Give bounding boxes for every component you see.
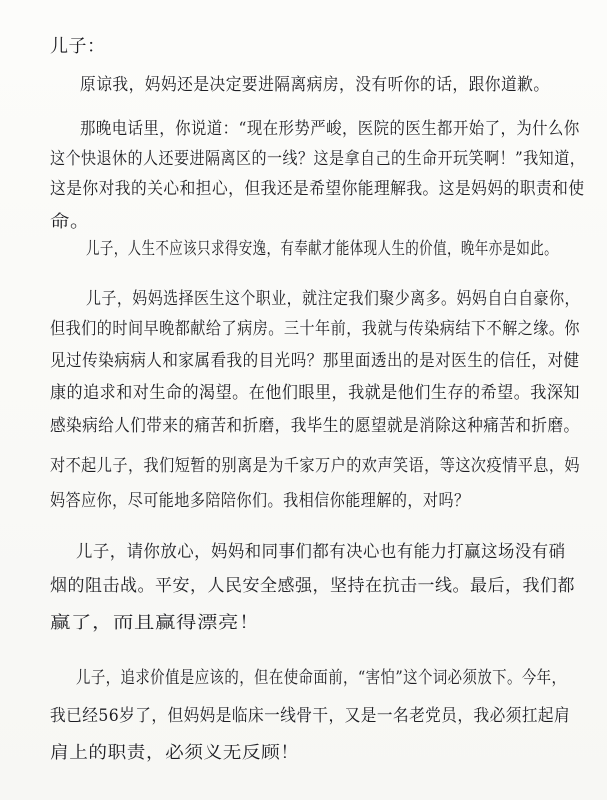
letter-line: 我已经56岁了，但妈妈是临床一线骨干，又是一名老党员，我必须扛起肩 (50, 706, 571, 726)
letter-line: 赢了，而且赢得漂亮！ (50, 613, 260, 633)
letter-line: 感染病给人们带来的痛苦和折磨，我毕生的愿望就是消除这种痛苦和折磨。 (50, 416, 580, 436)
letter-line: 原谅我，妈妈还是决定要进隔离病房，没有听你的话，跟你道歉。 (80, 75, 550, 95)
letter-line: 这是你对我的关心和担心，但我还是希望你能理解我。这是妈妈的职责和使 (50, 179, 585, 199)
letter-line: 对不起儿子，我们短暂的别离是为千家万户的欢声笑语，等这次疫情平息，妈 (50, 456, 581, 476)
letter-line: 儿子，妈妈选择医生这个职业，就注定我们聚少离多。妈妈自白自豪你， (86, 289, 580, 309)
letter-line: 但我们的时间早晚都献给了病房。三十年前，我就与传染病结下不解之缘。你 (50, 319, 581, 339)
letter-line: 烟的阻击战。平安，人民安全感强，坚持在抗击一线。最后，我们都 (50, 576, 575, 596)
letter-line: 妈答应你，尽可能地多陪陪你们。我相信你能理解的，对吗？ (50, 491, 470, 511)
letter-line: 儿子，追求价值是应该的，但在使命面前，“害怕”这个词必须放下。今年， (76, 668, 567, 688)
letter-line: 命。 (50, 212, 91, 232)
letter-line: 那晚电话里，你说道：“现在形势严峻，医院的医生都开始了，为什么你 (80, 119, 580, 139)
letter-salutation: 儿子： (50, 36, 106, 57)
letter-line: 儿子，请你放心，妈妈和同事们都有决心也有能力打赢这场没有硝 (76, 542, 566, 562)
letter-line: 见过传染病病人和家属看我的目光吗？那里面透出的是对医生的信任，对健 (50, 351, 580, 371)
letter-line: 康的追求和对生命的渴望。在他们眼里，我就是他们生存的希望。我深知 (50, 383, 580, 403)
letter-line: 儿子，人生不应该只求得安逸，有奉献才能体现人生的价值，晚年亦是如此。 (86, 239, 559, 259)
letter-line: 肩上的职责，必须义无反顾！ (50, 743, 300, 763)
letter-line: 这个快退休的人还要进隔离区的一线？这是拿自己的生命开玩笑啊！”我知道， (50, 149, 586, 169)
